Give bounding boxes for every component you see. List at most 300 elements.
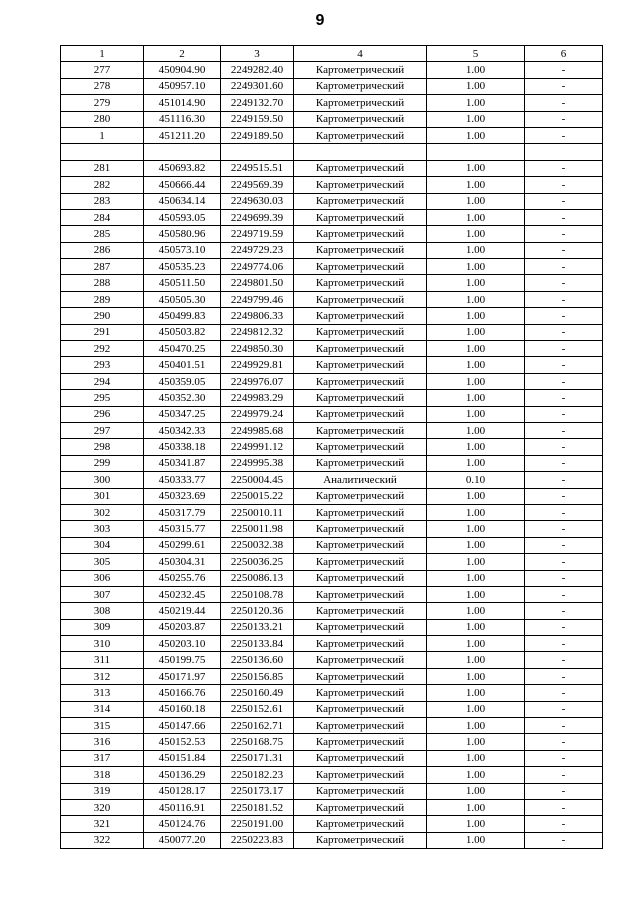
table-row — [61, 406, 603, 422]
note-cell: - — [525, 799, 603, 815]
table-row — [61, 242, 603, 258]
note-cell: - — [525, 586, 603, 602]
note-cell: - — [525, 718, 603, 734]
accuracy-cell: 1.00 — [427, 390, 525, 406]
y-coordinate-cell: 2250015.22 — [221, 488, 294, 504]
point-number-cell: 309 — [61, 619, 144, 635]
table-row — [61, 291, 603, 307]
point-number-cell: 317 — [61, 750, 144, 766]
x-coordinate-cell: 450693.82 — [144, 160, 221, 176]
method-cell: Картометрический — [294, 193, 427, 209]
note-cell — [525, 144, 603, 160]
x-coordinate-cell: 451014.90 — [144, 95, 221, 111]
note-cell: - — [525, 78, 603, 94]
point-number-cell: 296 — [61, 406, 144, 422]
note-cell: - — [525, 275, 603, 291]
point-number-cell: 305 — [61, 554, 144, 570]
method-cell: Картометрический — [294, 767, 427, 783]
accuracy-cell: 1.00 — [427, 701, 525, 717]
table-row — [61, 603, 603, 619]
y-coordinate-cell: 2250160.49 — [221, 685, 294, 701]
accuracy-cell: 1.00 — [427, 750, 525, 766]
accuracy-cell: 1.00 — [427, 160, 525, 176]
y-coordinate-cell: 2250004.45 — [221, 472, 294, 488]
note-cell: - — [525, 783, 603, 799]
x-coordinate-cell: 450077.20 — [144, 832, 221, 848]
accuracy-cell: 1.00 — [427, 603, 525, 619]
y-coordinate-cell: 2250036.25 — [221, 554, 294, 570]
y-coordinate-cell: 2250136.60 — [221, 652, 294, 668]
x-coordinate-cell: 450499.83 — [144, 308, 221, 324]
accuracy-cell: 1.00 — [427, 357, 525, 373]
x-coordinate-cell: 450593.05 — [144, 209, 221, 225]
note-cell: - — [525, 455, 603, 471]
x-coordinate-cell: 450232.45 — [144, 586, 221, 602]
column-header: 2 — [144, 46, 221, 62]
y-coordinate-cell: 2250173.17 — [221, 783, 294, 799]
accuracy-cell: 1.00 — [427, 537, 525, 553]
method-cell: Картометрический — [294, 799, 427, 815]
accuracy-cell: 1.00 — [427, 816, 525, 832]
table-row — [61, 341, 603, 357]
method-cell: Аналитический — [294, 472, 427, 488]
point-number-cell: 307 — [61, 586, 144, 602]
table-row — [61, 62, 603, 78]
accuracy-cell: 1.00 — [427, 406, 525, 422]
y-coordinate-cell — [221, 144, 294, 160]
x-coordinate-cell: 450359.05 — [144, 373, 221, 389]
note-cell: - — [525, 652, 603, 668]
note-cell: - — [525, 177, 603, 193]
table-row — [61, 422, 603, 438]
coordinates-table — [60, 45, 603, 849]
point-number-cell: 308 — [61, 603, 144, 619]
method-cell: Картометрический — [294, 652, 427, 668]
x-coordinate-cell: 451211.20 — [144, 127, 221, 143]
accuracy-cell: 1.00 — [427, 439, 525, 455]
x-coordinate-cell: 450323.69 — [144, 488, 221, 504]
column-header: 4 — [294, 46, 427, 62]
y-coordinate-cell: 2250168.75 — [221, 734, 294, 750]
method-cell: Картометрический — [294, 422, 427, 438]
y-coordinate-cell: 2249976.07 — [221, 373, 294, 389]
point-number-cell: 319 — [61, 783, 144, 799]
table-row — [61, 750, 603, 766]
x-coordinate-cell: 450503.82 — [144, 324, 221, 340]
method-cell: Картометрический — [294, 783, 427, 799]
note-cell: - — [525, 636, 603, 652]
accuracy-cell: 1.00 — [427, 586, 525, 602]
note-cell: - — [525, 767, 603, 783]
x-coordinate-cell: 450333.77 — [144, 472, 221, 488]
y-coordinate-cell: 2249729.23 — [221, 242, 294, 258]
table-row — [61, 226, 603, 242]
y-coordinate-cell: 2250191.00 — [221, 816, 294, 832]
point-number-cell: 316 — [61, 734, 144, 750]
accuracy-cell: 1.00 — [427, 767, 525, 783]
method-cell: Картометрический — [294, 275, 427, 291]
method-cell: Картометрический — [294, 750, 427, 766]
method-cell: Картометрический — [294, 603, 427, 619]
note-cell: - — [525, 127, 603, 143]
x-coordinate-cell: 450128.17 — [144, 783, 221, 799]
table-row — [61, 832, 603, 848]
table-row — [61, 619, 603, 635]
x-coordinate-cell: 450338.18 — [144, 439, 221, 455]
note-cell: - — [525, 521, 603, 537]
x-coordinate-cell: 450634.14 — [144, 193, 221, 209]
y-coordinate-cell: 2250182.23 — [221, 767, 294, 783]
table-row — [61, 718, 603, 734]
method-cell — [294, 144, 427, 160]
accuracy-cell: 0.10 — [427, 472, 525, 488]
accuracy-cell: 1.00 — [427, 62, 525, 78]
x-coordinate-cell: 450299.61 — [144, 537, 221, 553]
method-cell: Картометрический — [294, 390, 427, 406]
note-cell: - — [525, 488, 603, 504]
table-row — [61, 160, 603, 176]
note-cell: - — [525, 226, 603, 242]
table-row — [61, 144, 603, 160]
y-coordinate-cell: 2250108.78 — [221, 586, 294, 602]
table-row — [61, 78, 603, 94]
table-row — [61, 324, 603, 340]
accuracy-cell: 1.00 — [427, 373, 525, 389]
x-coordinate-cell: 450535.23 — [144, 259, 221, 275]
method-cell: Картометрический — [294, 209, 427, 225]
point-number-cell: 286 — [61, 242, 144, 258]
x-coordinate-cell: 450317.79 — [144, 504, 221, 520]
note-cell: - — [525, 324, 603, 340]
y-coordinate-cell: 2250181.52 — [221, 799, 294, 815]
table-header-row — [61, 46, 603, 62]
method-cell: Картометрический — [294, 521, 427, 537]
y-coordinate-cell: 2249979.24 — [221, 406, 294, 422]
point-number-cell: 280 — [61, 111, 144, 127]
table-row — [61, 455, 603, 471]
method-cell: Картометрический — [294, 177, 427, 193]
point-number-cell: 304 — [61, 537, 144, 553]
x-coordinate-cell: 450304.31 — [144, 554, 221, 570]
note-cell: - — [525, 291, 603, 307]
accuracy-cell: 1.00 — [427, 111, 525, 127]
table-row — [61, 636, 603, 652]
method-cell: Картометрический — [294, 832, 427, 848]
method-cell: Картометрический — [294, 357, 427, 373]
y-coordinate-cell: 2250133.21 — [221, 619, 294, 635]
method-cell: Картометрический — [294, 95, 427, 111]
point-number-cell: 295 — [61, 390, 144, 406]
x-coordinate-cell: 450342.33 — [144, 422, 221, 438]
x-coordinate-cell: 450957.10 — [144, 78, 221, 94]
accuracy-cell: 1.00 — [427, 570, 525, 586]
column-header: 6 — [525, 46, 603, 62]
accuracy-cell: 1.00 — [427, 734, 525, 750]
point-number-cell: 321 — [61, 816, 144, 832]
method-cell: Картометрический — [294, 308, 427, 324]
accuracy-cell: 1.00 — [427, 668, 525, 684]
x-coordinate-cell: 450573.10 — [144, 242, 221, 258]
point-number-cell: 293 — [61, 357, 144, 373]
column-header: 3 — [221, 46, 294, 62]
x-coordinate-cell: 450255.76 — [144, 570, 221, 586]
table-row — [61, 488, 603, 504]
accuracy-cell: 1.00 — [427, 619, 525, 635]
note-cell: - — [525, 734, 603, 750]
point-number-cell: 310 — [61, 636, 144, 652]
table-row — [61, 734, 603, 750]
note-cell: - — [525, 537, 603, 553]
x-coordinate-cell: 450151.84 — [144, 750, 221, 766]
x-coordinate-cell: 450470.25 — [144, 341, 221, 357]
table-row — [61, 652, 603, 668]
point-number-cell: 303 — [61, 521, 144, 537]
y-coordinate-cell: 2249812.32 — [221, 324, 294, 340]
accuracy-cell: 1.00 — [427, 209, 525, 225]
accuracy-cell — [427, 144, 525, 160]
method-cell: Картометрический — [294, 242, 427, 258]
y-coordinate-cell: 2250011.98 — [221, 521, 294, 537]
note-cell: - — [525, 472, 603, 488]
point-number-cell: 294 — [61, 373, 144, 389]
accuracy-cell: 1.00 — [427, 95, 525, 111]
method-cell: Картометрический — [294, 554, 427, 570]
accuracy-cell: 1.00 — [427, 127, 525, 143]
x-coordinate-cell: 450136.29 — [144, 767, 221, 783]
method-cell: Картометрический — [294, 291, 427, 307]
point-number-cell: 1 — [61, 127, 144, 143]
x-coordinate-cell: 450152.53 — [144, 734, 221, 750]
y-coordinate-cell: 2249799.46 — [221, 291, 294, 307]
note-cell: - — [525, 242, 603, 258]
y-coordinate-cell: 2249801.50 — [221, 275, 294, 291]
method-cell: Картометрический — [294, 718, 427, 734]
note-cell: - — [525, 160, 603, 176]
x-coordinate-cell: 450341.87 — [144, 455, 221, 471]
note-cell: - — [525, 685, 603, 701]
table-row — [61, 209, 603, 225]
note-cell: - — [525, 95, 603, 111]
method-cell: Картометрический — [294, 341, 427, 357]
y-coordinate-cell: 2249630.03 — [221, 193, 294, 209]
point-number-cell: 283 — [61, 193, 144, 209]
x-coordinate-cell: 450219.44 — [144, 603, 221, 619]
table-row — [61, 259, 603, 275]
x-coordinate-cell: 450199.75 — [144, 652, 221, 668]
note-cell: - — [525, 750, 603, 766]
x-coordinate-cell: 450580.96 — [144, 226, 221, 242]
method-cell: Картометрический — [294, 816, 427, 832]
table-row — [61, 586, 603, 602]
method-cell: Картометрический — [294, 127, 427, 143]
note-cell: - — [525, 193, 603, 209]
point-number-cell: 289 — [61, 291, 144, 307]
point-number-cell: 315 — [61, 718, 144, 734]
note-cell: - — [525, 439, 603, 455]
y-coordinate-cell: 2250133.84 — [221, 636, 294, 652]
accuracy-cell: 1.00 — [427, 832, 525, 848]
point-number-cell: 311 — [61, 652, 144, 668]
accuracy-cell: 1.00 — [427, 636, 525, 652]
x-coordinate-cell: 450511.50 — [144, 275, 221, 291]
point-number-cell: 312 — [61, 668, 144, 684]
method-cell: Картометрический — [294, 160, 427, 176]
y-coordinate-cell: 2250010.11 — [221, 504, 294, 520]
point-number-cell: 318 — [61, 767, 144, 783]
table-row — [61, 308, 603, 324]
note-cell: - — [525, 668, 603, 684]
method-cell: Картометрический — [294, 439, 427, 455]
note-cell: - — [525, 406, 603, 422]
note-cell: - — [525, 357, 603, 373]
table-row — [61, 767, 603, 783]
y-coordinate-cell: 2250086.13 — [221, 570, 294, 586]
table-row — [61, 554, 603, 570]
accuracy-cell: 1.00 — [427, 78, 525, 94]
y-coordinate-cell: 2249929.81 — [221, 357, 294, 373]
table-row — [61, 504, 603, 520]
point-number-cell: 306 — [61, 570, 144, 586]
table-row — [61, 127, 603, 143]
note-cell: - — [525, 373, 603, 389]
point-number-cell: 299 — [61, 455, 144, 471]
y-coordinate-cell: 2249985.68 — [221, 422, 294, 438]
y-coordinate-cell: 2249515.51 — [221, 160, 294, 176]
x-coordinate-cell: 450352.30 — [144, 390, 221, 406]
method-cell: Картометрический — [294, 570, 427, 586]
accuracy-cell: 1.00 — [427, 324, 525, 340]
y-coordinate-cell: 2250120.36 — [221, 603, 294, 619]
x-coordinate-cell: 450401.51 — [144, 357, 221, 373]
accuracy-cell: 1.00 — [427, 242, 525, 258]
point-number-cell: 313 — [61, 685, 144, 701]
x-coordinate-cell: 450124.76 — [144, 816, 221, 832]
table-row — [61, 701, 603, 717]
y-coordinate-cell: 2249995.38 — [221, 455, 294, 471]
point-number-cell: 285 — [61, 226, 144, 242]
accuracy-cell: 1.00 — [427, 685, 525, 701]
table-row — [61, 373, 603, 389]
x-coordinate-cell: 450666.44 — [144, 177, 221, 193]
table-row — [61, 95, 603, 111]
y-coordinate-cell: 2250152.61 — [221, 701, 294, 717]
method-cell: Картометрический — [294, 734, 427, 750]
x-coordinate-cell: 450171.97 — [144, 668, 221, 684]
table-row — [61, 111, 603, 127]
table-row — [61, 357, 603, 373]
table-body — [61, 62, 603, 849]
accuracy-cell: 1.00 — [427, 226, 525, 242]
method-cell: Картометрический — [294, 701, 427, 717]
accuracy-cell: 1.00 — [427, 177, 525, 193]
y-coordinate-cell: 2249132.70 — [221, 95, 294, 111]
method-cell: Картометрический — [294, 259, 427, 275]
column-header: 5 — [427, 46, 525, 62]
note-cell: - — [525, 422, 603, 438]
accuracy-cell: 1.00 — [427, 259, 525, 275]
method-cell: Картометрический — [294, 324, 427, 340]
y-coordinate-cell: 2250162.71 — [221, 718, 294, 734]
note-cell: - — [525, 816, 603, 832]
accuracy-cell: 1.00 — [427, 193, 525, 209]
x-coordinate-cell: 450315.77 — [144, 521, 221, 537]
method-cell: Картометрический — [294, 537, 427, 553]
y-coordinate-cell: 2249189.50 — [221, 127, 294, 143]
table-row — [61, 783, 603, 799]
x-coordinate-cell: 450147.66 — [144, 718, 221, 734]
table-row — [61, 439, 603, 455]
note-cell: - — [525, 111, 603, 127]
y-coordinate-cell: 2249806.33 — [221, 308, 294, 324]
method-cell: Картометрический — [294, 406, 427, 422]
accuracy-cell: 1.00 — [427, 291, 525, 307]
note-cell: - — [525, 390, 603, 406]
point-number-cell: 279 — [61, 95, 144, 111]
accuracy-cell: 1.00 — [427, 521, 525, 537]
method-cell: Картометрический — [294, 226, 427, 242]
accuracy-cell: 1.00 — [427, 652, 525, 668]
method-cell: Картометрический — [294, 373, 427, 389]
table-row — [61, 570, 603, 586]
accuracy-cell: 1.00 — [427, 783, 525, 799]
point-number-cell: 277 — [61, 62, 144, 78]
x-coordinate-cell: 450116.91 — [144, 799, 221, 815]
table-row — [61, 521, 603, 537]
note-cell: - — [525, 62, 603, 78]
y-coordinate-cell: 2250156.85 — [221, 668, 294, 684]
point-number-cell: 300 — [61, 472, 144, 488]
point-number-cell: 314 — [61, 701, 144, 717]
table-row — [61, 390, 603, 406]
page-number: 9 — [315, 12, 325, 29]
y-coordinate-cell: 2249850.30 — [221, 341, 294, 357]
accuracy-cell: 1.00 — [427, 341, 525, 357]
note-cell: - — [525, 259, 603, 275]
accuracy-cell: 1.00 — [427, 799, 525, 815]
method-cell: Картометрический — [294, 455, 427, 471]
note-cell: - — [525, 504, 603, 520]
point-number-cell: 301 — [61, 488, 144, 504]
note-cell: - — [525, 701, 603, 717]
table-row — [61, 193, 603, 209]
column-header: 1 — [61, 46, 144, 62]
method-cell: Картометрический — [294, 62, 427, 78]
point-number-cell: 292 — [61, 341, 144, 357]
point-number-cell: 281 — [61, 160, 144, 176]
note-cell: - — [525, 554, 603, 570]
point-number-cell: 278 — [61, 78, 144, 94]
y-coordinate-cell: 2249983.29 — [221, 390, 294, 406]
y-coordinate-cell: 2250223.83 — [221, 832, 294, 848]
note-cell: - — [525, 603, 603, 619]
x-coordinate-cell — [144, 144, 221, 160]
point-number-cell: 284 — [61, 209, 144, 225]
y-coordinate-cell: 2249569.39 — [221, 177, 294, 193]
point-number-cell: 288 — [61, 275, 144, 291]
y-coordinate-cell: 2250032.38 — [221, 537, 294, 553]
x-coordinate-cell: 451116.30 — [144, 111, 221, 127]
x-coordinate-cell: 450203.10 — [144, 636, 221, 652]
method-cell: Картометрический — [294, 636, 427, 652]
y-coordinate-cell: 2249774.06 — [221, 259, 294, 275]
accuracy-cell: 1.00 — [427, 455, 525, 471]
point-number-cell: 297 — [61, 422, 144, 438]
accuracy-cell: 1.00 — [427, 504, 525, 520]
table-row — [61, 537, 603, 553]
y-coordinate-cell: 2249282.40 — [221, 62, 294, 78]
point-number-cell — [61, 144, 144, 160]
table-row — [61, 799, 603, 815]
